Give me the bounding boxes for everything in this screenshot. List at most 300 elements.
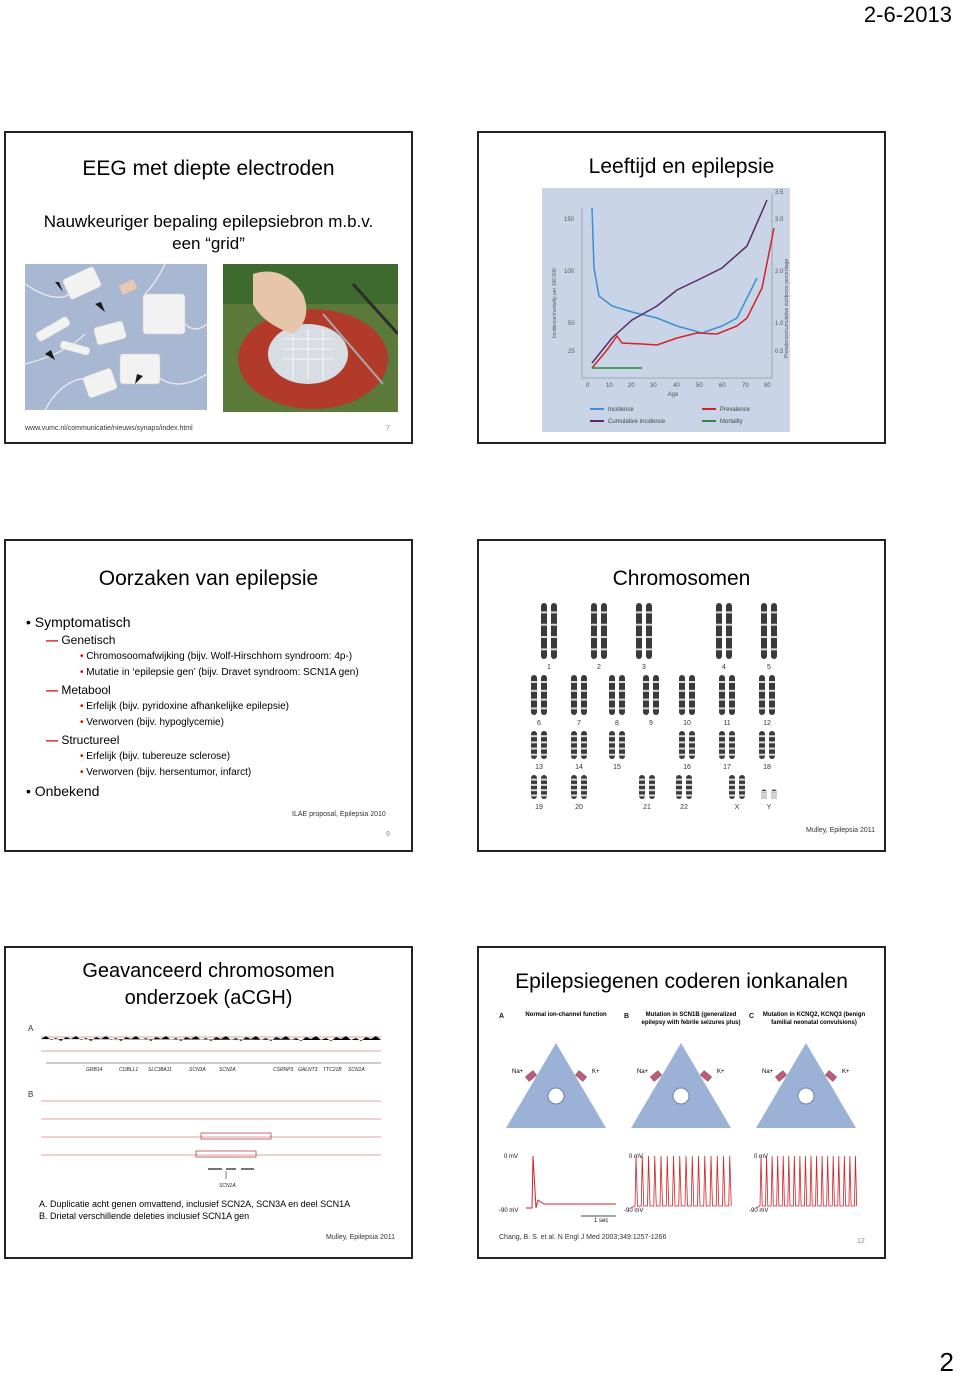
legend-mortality: Mortality	[720, 419, 743, 425]
na-label: Na+	[637, 1069, 649, 1075]
chromosome-band	[541, 648, 547, 650]
chromosome-band	[689, 735, 695, 737]
chromosome-band	[719, 681, 725, 683]
chromosome-band	[639, 779, 645, 781]
chromosome-band	[601, 611, 607, 613]
source-url: www.vumc.nl/communicatie/nieuws/synaps/index.html	[25, 425, 193, 432]
source-citation: Mulley, Epilepsia 2011	[806, 827, 876, 834]
chromosome-band	[729, 690, 735, 692]
chromosome-band	[619, 735, 625, 737]
chromosome-band	[729, 699, 735, 701]
svg-text:30: 30	[650, 383, 657, 389]
chromosome-band	[581, 789, 587, 791]
surgery-photo	[223, 264, 398, 412]
chromosome-band	[581, 794, 587, 796]
mv90-label: -90 mV	[749, 1208, 769, 1214]
chromosome-band	[689, 690, 695, 692]
chromosome-band	[679, 699, 685, 701]
chromosome-band	[679, 735, 685, 737]
k-label: K+	[592, 1069, 600, 1075]
chromosome-band	[531, 699, 537, 701]
svg-text:25: 25	[568, 349, 575, 355]
svg-text:1.0: 1.0	[775, 321, 784, 327]
chromosome-band	[769, 748, 775, 750]
chromosome-band	[759, 690, 765, 692]
chromosome-band	[726, 636, 732, 638]
chromosome-band	[541, 784, 547, 786]
chromosome-band	[759, 699, 765, 701]
slide-oorzaken	[4, 539, 413, 852]
chromosome-band	[571, 794, 577, 796]
chromosome-band	[689, 741, 695, 743]
chromosome-band	[716, 648, 722, 650]
chromosome-band	[646, 611, 652, 613]
chromosome-label: 5	[767, 664, 771, 671]
chromosome-label: 7	[577, 720, 581, 727]
nucleus	[798, 1088, 814, 1104]
slide-ionkanalen	[477, 946, 886, 1259]
na-label: Na+	[762, 1069, 774, 1075]
chromosome-band	[719, 690, 725, 692]
left-axis-label: Incidence/mortality per 100 000	[552, 268, 558, 338]
mv90-label: -90 mV	[624, 1208, 644, 1214]
chromosome-band	[729, 707, 735, 709]
right-axis-label: Prevalence/cumulative incidence percentage	[784, 258, 790, 358]
chromosome-band	[571, 707, 577, 709]
chromosome-band	[719, 699, 725, 701]
chromosome-band	[719, 754, 725, 756]
chromosome-band	[551, 648, 557, 650]
chromosome-label: 20	[575, 804, 583, 811]
panel-a-letter: A	[499, 1013, 505, 1020]
chromosome-band	[761, 793, 767, 795]
svg-text:80: 80	[764, 383, 771, 389]
chromosome-band	[531, 735, 537, 737]
chromosome-band	[591, 636, 597, 638]
chromosome-band	[531, 741, 537, 743]
chromosome-band	[729, 779, 735, 781]
chromosome-band	[619, 690, 625, 692]
chromosome-label: 9	[649, 720, 653, 727]
chromosome-band	[719, 741, 725, 743]
chromosome-band	[649, 779, 655, 781]
chromosome-band	[759, 707, 765, 709]
chromosome-band	[643, 707, 649, 709]
outline-item-l1: • Symptomatisch	[26, 614, 131, 630]
legend-prevalence: Prevalence	[720, 407, 751, 413]
chromosome-band	[689, 699, 695, 701]
chromosome-band	[676, 794, 682, 796]
chromosome-band	[571, 735, 577, 737]
electrode-grid-photo	[25, 264, 207, 410]
chromosome-band	[541, 754, 547, 756]
chromosome-label: 21	[643, 804, 651, 811]
page-number: 2	[939, 1347, 954, 1377]
legend-cumulative: Cumulative incidence	[608, 419, 666, 425]
chromosome-band	[636, 611, 642, 613]
chromosome-band	[619, 681, 625, 683]
chromosome-band	[571, 690, 577, 692]
chromosome-band	[541, 624, 547, 626]
svg-text:150: 150	[564, 217, 575, 223]
chromosome-band	[541, 699, 547, 701]
chromosome-band	[609, 754, 615, 756]
chromosome-band	[531, 779, 537, 781]
chromosome-band	[541, 681, 547, 683]
chromosome-band	[771, 797, 777, 799]
chromosome-band	[686, 784, 692, 786]
chromosome-band	[609, 699, 615, 701]
chromosome-band	[571, 754, 577, 756]
chromosome-band	[619, 748, 625, 750]
chromosome-band	[551, 611, 557, 613]
chromosome-band	[643, 699, 649, 701]
chromosome-band	[609, 707, 615, 709]
nucleus	[673, 1088, 689, 1104]
chromosome-band	[581, 784, 587, 786]
gene-label: TTC21B	[323, 1067, 342, 1073]
chromosome-band	[609, 741, 615, 743]
chromosome-band	[769, 754, 775, 756]
outline-item-l3: • Chromosoomafwijking (bijv. Wolf-Hirschhorn syndroom: 4p-)	[80, 651, 353, 662]
chromosome-band	[601, 636, 607, 638]
chromosome-band	[646, 624, 652, 626]
chromosome-band	[679, 741, 685, 743]
chromosome-band	[619, 699, 625, 701]
legend-incidence: Incidence	[608, 407, 634, 413]
chromosome-band	[531, 754, 537, 756]
chromosome-band	[689, 748, 695, 750]
chromosome-label: 15	[613, 764, 621, 771]
chromosome-band	[689, 707, 695, 709]
chromosome-band	[531, 681, 537, 683]
chromosome-band	[761, 624, 767, 626]
slide-eeg	[4, 131, 413, 444]
chromosome-band	[541, 707, 547, 709]
chromosome-band	[771, 648, 777, 650]
chromosome-band	[761, 611, 767, 613]
na-label: Na+	[512, 1069, 524, 1075]
chromosome-band	[739, 779, 745, 781]
gene-label: CSRNP3	[273, 1067, 294, 1073]
chromosome-label: 11	[723, 720, 731, 727]
chromosome-band	[636, 636, 642, 638]
chromosome-band	[771, 624, 777, 626]
mv0-label: 0 mV	[629, 1154, 644, 1160]
gene-label: SCN1A	[348, 1067, 365, 1073]
slide-title: Chromosomen	[612, 567, 751, 590]
chromosome-band	[581, 735, 587, 737]
gene-label: SCN2A	[219, 1067, 236, 1073]
chromosome-band	[639, 794, 645, 796]
chromosome-band	[531, 690, 537, 692]
gene-label: GRB14	[86, 1067, 103, 1073]
chromosome-band	[619, 741, 625, 743]
chromosome-band	[571, 699, 577, 701]
chromosome-band	[541, 748, 547, 750]
mv90-label: -90 mV	[499, 1208, 519, 1214]
chromosome-band	[716, 636, 722, 638]
chromosome-band	[759, 735, 765, 737]
chromosome-band	[531, 784, 537, 786]
mv0-label: 0 mV	[504, 1154, 519, 1160]
chromosome-band	[761, 791, 767, 793]
chromosome-band	[581, 681, 587, 683]
svg-text:3.5: 3.5	[775, 190, 784, 196]
chromosome-band	[729, 789, 735, 791]
panel-b-letter: B	[624, 1013, 630, 1020]
chromosome-band	[636, 624, 642, 626]
chromosome-band	[581, 779, 587, 781]
chromosome-band	[719, 735, 725, 737]
chromosome-band	[609, 681, 615, 683]
chromosome-label: 22	[680, 804, 688, 811]
chromosome-band	[551, 636, 557, 638]
age-epilepsy-chart	[542, 188, 790, 432]
chromosome-band	[571, 748, 577, 750]
chromosome-band	[581, 699, 587, 701]
chromosome-label: 19	[535, 804, 543, 811]
chromosome-band	[686, 789, 692, 791]
time-scale-label: 1 sec	[594, 1218, 609, 1224]
chromosome-band	[729, 794, 735, 796]
chromosome-band	[716, 611, 722, 613]
chromosome-band	[769, 690, 775, 692]
k-label: K+	[717, 1069, 725, 1075]
svg-text:40: 40	[673, 383, 680, 389]
chromosome-band	[541, 611, 547, 613]
slide-chromosomen	[477, 539, 886, 852]
chromosome-band	[759, 754, 765, 756]
outline-item-l2: — Genetisch	[46, 633, 116, 647]
chromosome-band	[619, 754, 625, 756]
chromosome-band	[771, 793, 777, 795]
chromosome-band	[769, 681, 775, 683]
chromosome-band	[541, 636, 547, 638]
outline-item-l2: — Metabool	[46, 683, 111, 697]
chromosome-band	[571, 789, 577, 791]
panel-a-label: Normal ion-channel function	[525, 1012, 607, 1018]
chromosome-band	[601, 624, 607, 626]
slide-title-line1: Geavanceerd chromosomen	[82, 960, 335, 982]
chromosome-band	[726, 611, 732, 613]
chromosome-label: X	[734, 804, 740, 811]
chromosome-band	[531, 789, 537, 791]
chromosome-band	[676, 779, 682, 781]
chromosome-band	[761, 795, 767, 797]
chromosome-band	[581, 748, 587, 750]
x-axis-label: Age	[667, 392, 679, 398]
caption-a: A. Duplicatie acht genen omvattend, inclusief SCN2A, SCN3A en deel SCN1A	[39, 1199, 351, 1209]
chromosome-band	[639, 784, 645, 786]
chromosome-band	[581, 741, 587, 743]
chromosome-band	[541, 735, 547, 737]
chromosome-band	[541, 779, 547, 781]
k-label: K+	[842, 1069, 850, 1075]
chromosome-band	[771, 636, 777, 638]
source-citation: Chang, B. S. et al. N Engl J Med 2003;349:1257-1266	[499, 1234, 667, 1241]
chromosome-band	[609, 690, 615, 692]
chromosome-label: 2	[597, 664, 601, 671]
slide-title: Leeftijd en epilepsie	[588, 155, 775, 178]
panel-c-label: Mutation in KCNQ2, KCNQ3 (benign familial neonatal convulsions)	[762, 1012, 866, 1026]
chromosome-band	[571, 779, 577, 781]
chromosome-band	[643, 690, 649, 692]
svg-text:3.0: 3.0	[775, 217, 784, 223]
chromosome-label: 17	[723, 764, 731, 771]
chromosome-band	[771, 791, 777, 793]
panel-b-label: B	[28, 1090, 34, 1099]
chromosome-band	[581, 754, 587, 756]
chromosome-band	[716, 624, 722, 626]
svg-text:20: 20	[628, 383, 635, 389]
chromosome-band	[726, 648, 732, 650]
chromosome-band	[643, 681, 649, 683]
chromosome-band	[676, 784, 682, 786]
chromosome-band	[541, 690, 547, 692]
chromosome-band	[719, 707, 725, 709]
svg-text:2.0: 2.0	[775, 269, 784, 275]
slide-title: Epilepsiegenen coderen ionkanalen	[515, 970, 848, 993]
chromosome-band	[739, 794, 745, 796]
slide-acgh	[4, 946, 413, 1259]
svg-text:100: 100	[564, 269, 575, 275]
chromosome-band	[581, 707, 587, 709]
chromosome-band	[581, 690, 587, 692]
chromosome-band	[769, 699, 775, 701]
chromosome-band	[571, 784, 577, 786]
chromosome-band	[761, 648, 767, 650]
gene-label: COBLL1	[119, 1067, 139, 1073]
chromosome-band	[609, 735, 615, 737]
chromosome-band	[729, 681, 735, 683]
chromosome-band	[719, 748, 725, 750]
slide-title: EEG met diepte electroden	[82, 157, 335, 180]
chromosome-band	[679, 690, 685, 692]
chromosome-band	[771, 611, 777, 613]
cause-outline	[26, 613, 406, 801]
source-citation: Mulley, Epilepsia 2011	[326, 1234, 396, 1241]
chromosome-band	[689, 754, 695, 756]
svg-text:70: 70	[742, 383, 749, 389]
slide-number: 12	[857, 1238, 865, 1245]
chromosome-band	[609, 748, 615, 750]
chromosome-band	[679, 681, 685, 683]
slide-subtitle-line1: Nauwkeuriger bepaling epilepsiebron m.b.v.	[43, 212, 374, 231]
svg-text:50: 50	[696, 383, 703, 389]
chromosome-band	[591, 648, 597, 650]
chromosome-band	[649, 784, 655, 786]
outline-item-l1: • Onbekend	[26, 783, 100, 799]
panel-b-label: Mutation in SCN1B (generalized epilepsy with febrile seizures plus)	[641, 1012, 741, 1026]
chromosome-band	[676, 789, 682, 791]
nucleus	[548, 1088, 564, 1104]
panel-c-letter: C	[749, 1013, 755, 1020]
chromosome-label: 8	[615, 720, 619, 727]
chromosome-band	[769, 735, 775, 737]
outline-item-l3: • Erfelijk (bijv. pyridoxine afhankelijke epilepsie)	[80, 701, 289, 712]
svg-text:10: 10	[606, 383, 613, 389]
chromosome-band	[739, 789, 745, 791]
outline-item-l3: • Verworven (bijv. hersentumor, infarct)	[80, 767, 252, 778]
chromosome-band	[761, 797, 767, 799]
chromosome-band	[541, 789, 547, 791]
ion-channel-figure	[496, 1008, 871, 1228]
chromosome-band	[653, 699, 659, 701]
slide-title: Oorzaken van epilepsie	[98, 567, 319, 590]
chromosome-band	[653, 690, 659, 692]
chromosome-band	[759, 681, 765, 683]
caption-b: B. Drietal verschillende deleties inclusief SCN1A gen	[39, 1211, 250, 1221]
chromosome-label: 14	[575, 764, 583, 771]
chromosome-band	[531, 794, 537, 796]
chromosome-band	[551, 624, 557, 626]
date-header: 2-6-2013	[863, 2, 952, 27]
gene-label: SCN3A	[189, 1067, 206, 1073]
chromosome-band	[729, 754, 735, 756]
chromosome-band	[639, 789, 645, 791]
chromosome-label: 10	[683, 720, 691, 727]
slide-number: 7	[386, 425, 390, 432]
chromosome-band	[769, 707, 775, 709]
chromosome-band	[591, 611, 597, 613]
outline-item-l2: — Structureel	[46, 733, 120, 747]
chromosome-band	[739, 784, 745, 786]
chromosome-band	[653, 681, 659, 683]
chromosome-band	[679, 748, 685, 750]
chromosome-band	[531, 748, 537, 750]
chromosome-band	[679, 707, 685, 709]
chromosome-band	[646, 648, 652, 650]
chromosome-label: Y	[766, 804, 772, 811]
chromosome-band	[686, 794, 692, 796]
chromosome-label: 16	[683, 764, 691, 771]
outline-item-l3: • Erfelijk (bijv. tubereuze sclerose)	[80, 751, 231, 762]
chromosome-band	[686, 779, 692, 781]
chromosome-band	[729, 784, 735, 786]
chromosome-band	[761, 636, 767, 638]
slide-title-line2: onderzoek (aCGH)	[124, 987, 293, 1009]
chromosome-band	[649, 794, 655, 796]
slide-leeftijd	[477, 131, 886, 444]
chromosome-band	[759, 748, 765, 750]
gene-label: GALNT3	[298, 1067, 318, 1073]
chromosome-label: 12	[763, 720, 771, 727]
chromosome-band	[646, 636, 652, 638]
scn1a-marker: SCN1A	[219, 1183, 236, 1189]
chromosome-band	[689, 681, 695, 683]
chromosome-label: 6	[537, 720, 541, 727]
svg-text:50: 50	[568, 321, 575, 327]
chromosome-band	[619, 707, 625, 709]
chromosome-band	[649, 789, 655, 791]
chromosome-band	[636, 648, 642, 650]
mv0-label: 0 mV	[754, 1154, 769, 1160]
chromosome-band	[591, 624, 597, 626]
chromosome-label: 4	[722, 664, 726, 671]
chromosome-band	[541, 794, 547, 796]
acgh-plot	[26, 1021, 396, 1191]
chromosome-band	[771, 795, 777, 797]
chromosome-label: 1	[547, 664, 551, 671]
chromosome-label: 18	[763, 764, 771, 771]
chromosome-band	[571, 741, 577, 743]
chromosome-band	[759, 741, 765, 743]
chromosome-band	[571, 681, 577, 683]
chromosome-band	[729, 748, 735, 750]
panel-a-label: A	[28, 1024, 34, 1033]
outline-item-l3: • Mutatie in ‘epilepsie gen’ (bijv. Dravet syndroom: SCN1A gen)	[80, 667, 359, 678]
